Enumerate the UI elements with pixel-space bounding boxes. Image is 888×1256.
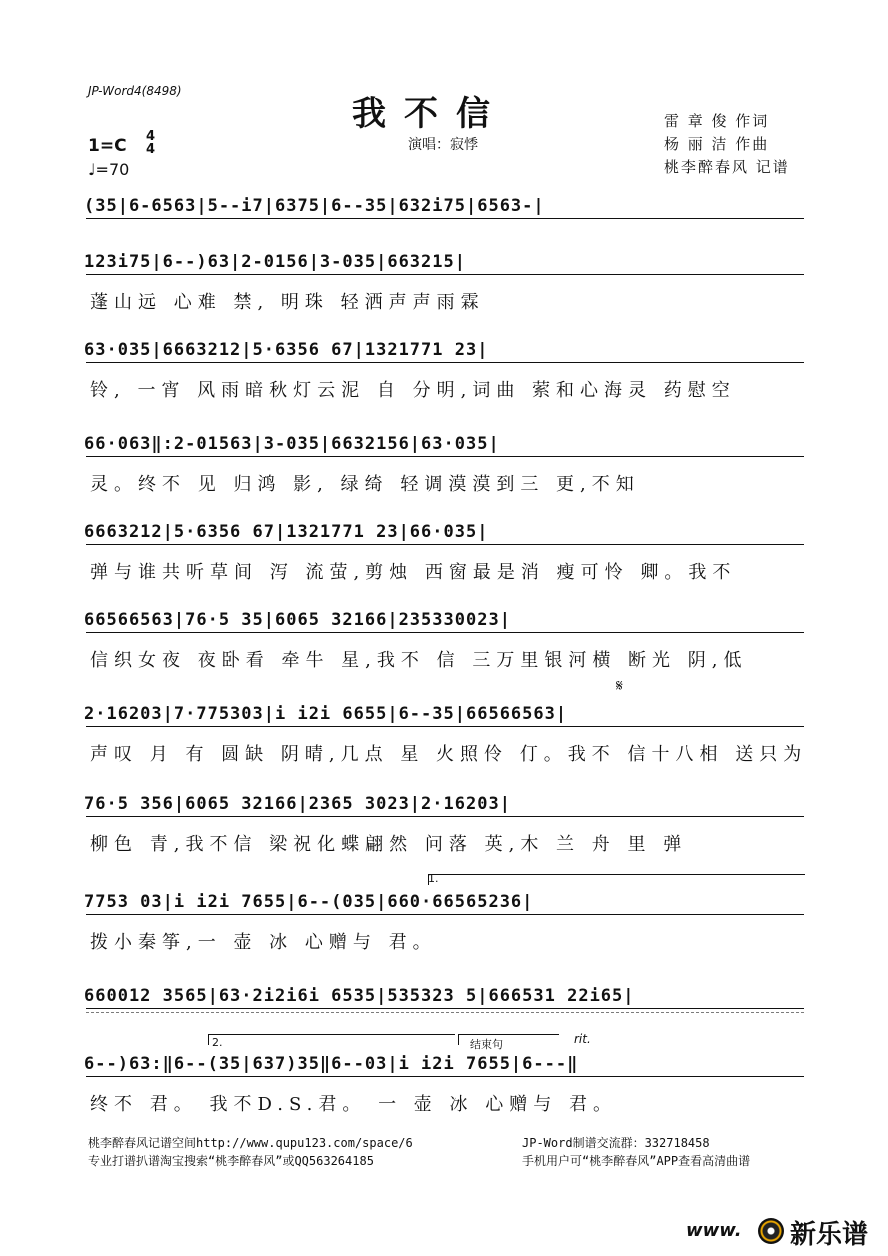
notes-row: 660012 3565|63·2i2i6i 6535|535323 5|666531 22i65| — [84, 986, 635, 1006]
notes-row: 7753 03|i i2i 7655|6--(035|660·66565236| — [84, 892, 534, 912]
song-title: 我不信 — [352, 94, 508, 134]
dashed-continuation — [86, 1012, 804, 1013]
notes-row: 76·5 356|6065 32166|2365 3023|2·16203| — [84, 794, 511, 814]
software-label: JP-Word4(8498) — [88, 84, 182, 98]
lyrics-row: 柳色 青,我不信 梁祝化蝶翩然 问落 英,木 兰 舟 里 弹 — [90, 834, 688, 855]
beam-underline — [86, 456, 804, 457]
beam-underline — [86, 1076, 804, 1077]
notes-row: (35|6-6563|5--i7|6375|6--35|632i75|6563-| — [84, 196, 545, 216]
beam-underline — [86, 218, 804, 219]
beam-underline — [86, 274, 804, 275]
lyrics-row: 蓬山远 心难 禁, 明珠 轻洒声声雨霖 — [90, 292, 485, 313]
ritardando-mark: rit. — [574, 1032, 591, 1046]
lyrics-row: 弹与谁共听草间 泻 流萤,剪烛 西窗最是消 瘦可怜 卿。我不 — [90, 562, 737, 583]
tempo-marking: ♩=70 — [88, 160, 130, 179]
lyrics-row: 铃, 一宵 风雨暗秋灯云泥 自 分明,词曲 萦和心海灵 药慰空 — [90, 380, 736, 401]
volta-bracket — [208, 1034, 455, 1045]
volta-1-label: 1. — [428, 872, 439, 885]
volta-2-label: 2. — [212, 1036, 223, 1049]
beam-underline — [86, 1008, 804, 1009]
beam-underline — [86, 726, 804, 727]
key-signature: 1=C — [88, 136, 127, 156]
notes-row: 6--)63:‖6--(35|637)35‖6--03|i i2i 7655|6---‖ — [84, 1054, 579, 1074]
notes-row: 66566563|76·5 35|6065 32166|235330023| — [84, 610, 511, 630]
segno-icon: 𝄋 — [616, 676, 623, 695]
notes-row: 63·035|6663212|5·6356 67|1321771 23| — [84, 340, 489, 360]
composer-credit: 杨 丽 洁 作曲 — [664, 135, 770, 153]
singer-label: 演唱：寂悸 — [408, 137, 478, 153]
notes-row: 2·16203|7·775303|i i2i 6655|6--35|66566563| — [84, 704, 568, 724]
notes-row: 66·063‖:2-01563|3-035|6632156|63·035| — [84, 434, 500, 454]
ending-label: 结束句 — [470, 1038, 503, 1051]
lyrics-row: 信织女夜 夜卧看 牵牛 星,我不 信 三万里银河横 断光 阴,低 — [90, 650, 748, 671]
notes-row: 123i75|6--)63|2-0156|3-035|663215| — [84, 252, 466, 272]
beam-underline — [86, 632, 804, 633]
footer-text: 桃李醉春风记谱空间http://www.qupu123.com/space/6 — [88, 1136, 413, 1150]
notes-row: 6663212|5·6356 67|1321771 23|66·035| — [84, 522, 489, 542]
lyricist-credit: 雷 章 俊 作词 — [664, 112, 770, 130]
volta-bracket — [428, 874, 805, 885]
watermark-url: www. — [686, 1220, 742, 1241]
beam-underline — [86, 914, 804, 915]
disc-icon — [758, 1218, 784, 1244]
time-signature-bottom: 4 — [146, 142, 156, 157]
footer-text: 专业打谱扒谱淘宝搜索“桃李醉春风”或QQ563264185 — [88, 1154, 374, 1168]
lyrics-row: 拨小秦筝,一 壶 冰 心赠与 君。 — [90, 932, 437, 953]
lyrics-row: 声叹 月 有 圆缺 阴晴,几点 星 火照伶 仃。我不 信十八相 送只为 — [90, 744, 808, 765]
lyrics-row: 灵。终不 见 归鸿 影, 绿绮 轻调漠漠到三 更,不知 — [90, 474, 640, 495]
transcriber-credit: 桃李醉春风 记谱 — [664, 158, 790, 176]
footer-text: JP-Word制谱交流群：332718458 — [522, 1136, 710, 1150]
beam-underline — [86, 362, 804, 363]
beam-underline — [86, 544, 804, 545]
time-signature — [146, 130, 155, 156]
footer-text: 手机用户可“桃李醉春风”APP查看高清曲谱 — [522, 1154, 751, 1168]
time-signature-top: 4 — [146, 129, 156, 144]
lyrics-row: 终不 君。 我不D.S.君。 一 壶 冰 心赠与 君。 — [90, 1094, 617, 1115]
beam-underline — [86, 816, 804, 817]
watermark-logo: 新乐谱 — [790, 1220, 869, 1250]
